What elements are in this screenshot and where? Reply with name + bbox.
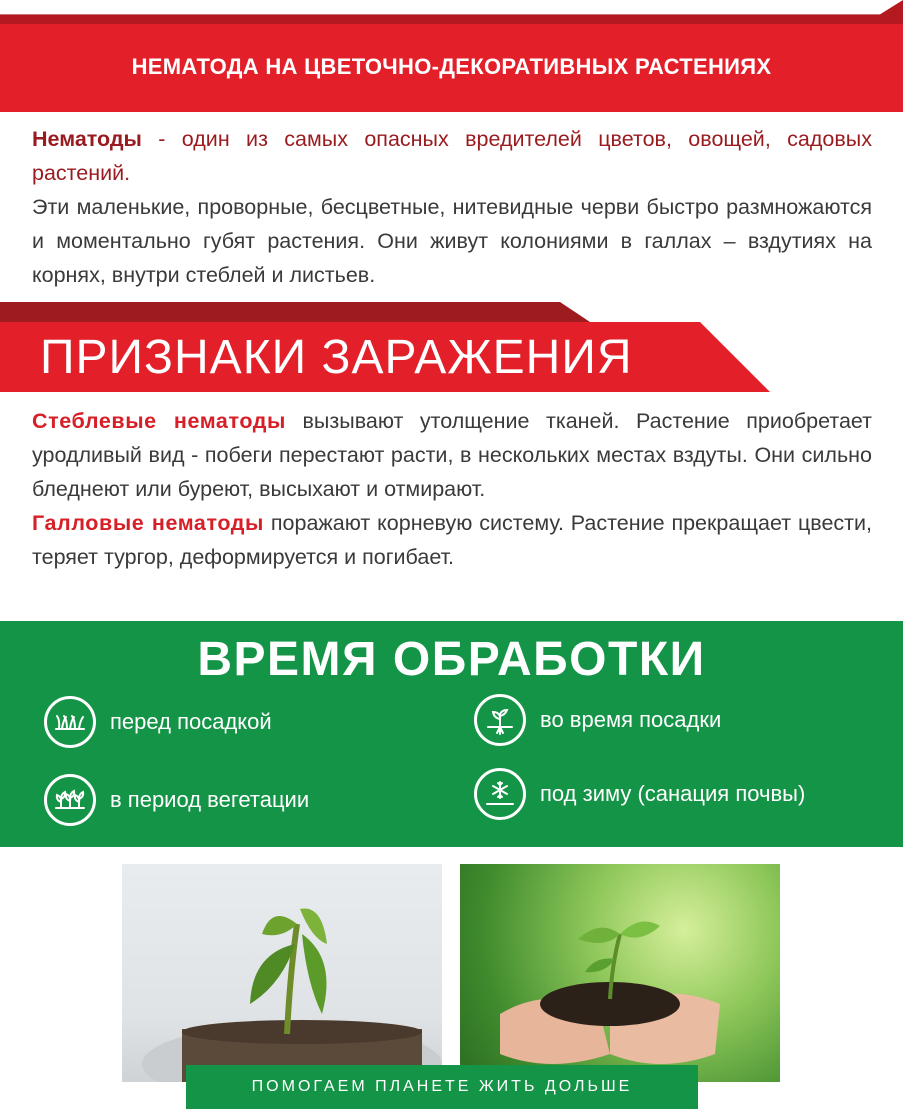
signs-heading-shade [0, 302, 590, 322]
gall-nematodes-text: поражают корневую систему. Растение прекращает цвести, теряет тургор, деформируется и погибает. [32, 511, 872, 569]
footer-slogan: ПОМОГАЕМ ПЛАНЕТЕ ЖИТЬ ДОЛЬШЕ [186, 1065, 698, 1109]
treatment-label-winter: под зиму (санация почвы) [540, 781, 806, 806]
sprouts-icon [44, 774, 96, 826]
intro-definition-line [32, 127, 872, 185]
treatment-item-before-planting [44, 696, 272, 748]
signs-paragraph [32, 404, 872, 574]
intro-keyword: Нематоды [32, 127, 142, 151]
treatment-label-during-planting: во время посадки [540, 707, 722, 732]
treatment-label-before-planting: перед посадкой [110, 709, 272, 734]
intro-paragraph [32, 122, 872, 292]
treatment-item-during-planting [474, 694, 721, 746]
stem-nematodes-keyword: Стеблевые нематоды [32, 409, 286, 433]
signs-title: ПРИЗНАКИ ЗАРАЖЕНИЯ [40, 331, 633, 384]
treatment-label-vegetation: в период вегетации [110, 787, 310, 812]
treatment-item-vegetation [44, 774, 309, 826]
intro-description: Эти маленькие, проворные, бесцветные, нитевидные черви быстро размножаются и моментально губят растения. Они живут колониями в галлах – вздутиях на корнях, внутри стеблей и листьев. [32, 195, 872, 287]
wilted-plant-photo [122, 864, 442, 1082]
snowflake-icon [474, 768, 526, 820]
stem-nematodes-text: вызывают утолщение тканей. Растение приобретает уродливый вид - побеги перестают расти, в нескольких местах вздуты. Они сильно бледнеют или буреют, высыхают и отмирают. [32, 409, 872, 501]
treatment-item-winter [474, 768, 805, 820]
page-title: НЕМАТОДА НА ЦВЕТОЧНО-ДЕКОРАТИВНЫХ РАСТЕНИЯХ [131, 54, 772, 79]
hands-with-seedling-photo [460, 864, 780, 1082]
seedling-icon [474, 694, 526, 746]
grass-icon [44, 696, 96, 748]
intro-definition: - один из самых опасных вредителей цветов, овощей, садовых растений. [32, 127, 872, 185]
treatment-title: ВРЕМЯ ОБРАБОТКИ [197, 633, 706, 686]
gall-nematodes-keyword: Галловые нематоды [32, 511, 264, 535]
